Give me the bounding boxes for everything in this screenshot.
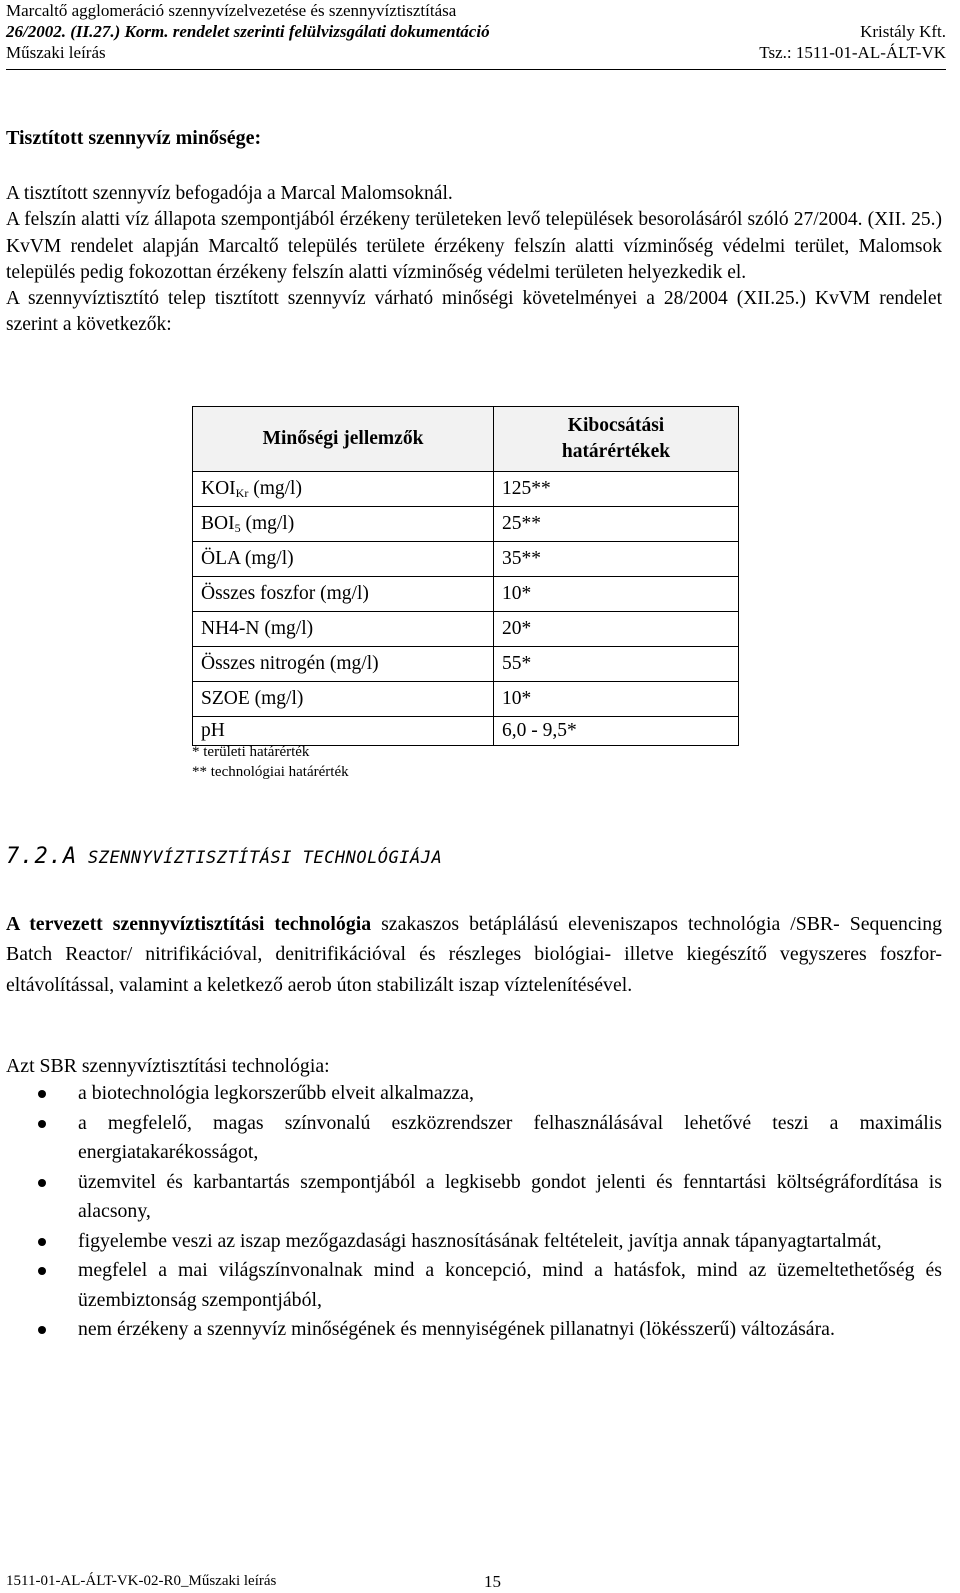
note-technology-limit: ** technológiai határérték	[192, 764, 349, 780]
table-cell-param: pH	[193, 717, 494, 746]
section-heading-text: SZENNYVÍZTISZTÍTÁSI TECHNOLÓGIÁJA	[77, 848, 443, 868]
table-row	[193, 577, 739, 612]
table-cell-param: $KOI_{Kr}$ (mg/l)	[193, 472, 494, 507]
section-number: 7.2.	[6, 844, 63, 869]
intro-line: A tisztított szennyvíz befogadója a Marcal Malomsoknál.	[6, 183, 453, 204]
sbr-intro: Azt SBR szennyvíztisztítási technológia:	[6, 1055, 330, 1077]
header-project-title: Marcaltő agglomeráció szennyvízelvezetése és szennyvíztisztítása	[6, 1, 457, 20]
header-doc-type: Műszaki leírás	[6, 43, 106, 62]
bullet-icon	[38, 1120, 46, 1128]
table-cell-param: NH4-N (mg/l)	[193, 612, 494, 647]
technology-paragraph	[6, 909, 942, 1000]
bullet-icon	[38, 1090, 46, 1098]
table-cell-param: Összes foszfor (mg/l)	[193, 577, 494, 612]
table-row	[193, 682, 739, 717]
table-row	[193, 612, 739, 647]
technology-text: szakaszos betáplálású eleveniszapos technológia /SBR- Sequencing Batch Reactor/ nitrifikációval, denitrifikációval és részleges biológiai- illetve kiegészítő vegyszeres foszfor-eltávolítással, valamint a keletkező aerob úton stabilizált iszap víztelenítésével.	[6, 913, 942, 996]
table-cell-param: $BOI_5$ (mg/l)	[193, 507, 494, 542]
note-regional-limit: * területi határérték	[192, 744, 310, 760]
table-row	[193, 507, 739, 542]
list-item: a megfelelő, magas színvonalú eszközrendszer felhasználásával lehetővé teszi a maximális energiatakarékosságot,	[38, 1109, 942, 1168]
footer-doc-id: 1511-01-AL-ÁLT-VK-02-R0_Műszaki leírás	[6, 1573, 277, 1589]
section-7-2-heading	[6, 844, 442, 869]
table-cell-param: SZOE (mg/l)	[193, 682, 494, 717]
table-header-limit: Kibocsátási határértékek	[494, 407, 739, 472]
table-cell-value: 6,0 - 9,5*	[494, 717, 739, 746]
table-cell-value: 25**	[494, 507, 739, 542]
bullet-icon	[38, 1267, 46, 1275]
header-doc-number: Tsz.: 1511-01-AL-ÁLT-VK	[759, 43, 946, 62]
limits-table	[192, 406, 739, 746]
list-item: üzemvitel és karbantartás szempontjából a legkisebb gondot jelenti és fenntartási költségráfordítása is alacsony,	[38, 1168, 942, 1227]
table-cell-value: 55*	[494, 647, 739, 682]
list-item: megfelel a mai világszínvonalnak mind a koncepció, mind a hatásfok, mind az üzemeltethetőség és üzembiztonság szempontjából,	[38, 1256, 942, 1315]
table-cell-value: 20*	[494, 612, 739, 647]
section-title: Tisztított szennyvíz minősége:	[6, 127, 262, 149]
table-header-row	[193, 407, 739, 472]
table-cell-param: Összes nitrogén (mg/l)	[193, 647, 494, 682]
table-header-param: Minőségi jellemzők	[193, 407, 494, 472]
list-item: a biotechnológia legkorszerűbb elveit alkalmazza,	[38, 1079, 942, 1109]
table-cell-param: ÖLA (mg/l)	[193, 542, 494, 577]
table-cell-value: 35**	[494, 542, 739, 577]
page-number: 15	[484, 1572, 501, 1591]
table-cell-value: 10*	[494, 682, 739, 717]
page-header	[6, 0, 946, 63]
table-cell-value: 10*	[494, 577, 739, 612]
table-cell-value: 125**	[494, 472, 739, 507]
sbr-benefits-list	[38, 1079, 942, 1345]
section-heading-initial: A	[62, 844, 78, 869]
list-item: nem érzékeny a szennyvíz minőségének és mennyiségének pillanatnyi (lökésszerű) változására.	[38, 1315, 942, 1345]
intro-text: A felszín alatti víz állapota szempontjából érzékeny területeken levő települések besorolásáról szóló 27/2004. (XII. 25.) KvVM rendelet alapján Marcaltő település területe érzékeny felszín alatti vízminőség védelmi terület, Malomsok település pedig fokozottan érzékeny felszín alatti vízminőség védelmi területen helyezkedik el.	[6, 209, 942, 283]
technology-lead: A tervezett szennyvíztisztítási technológia	[6, 913, 372, 935]
table-row	[193, 472, 739, 507]
intro-text-2: A szennyvíztisztító telep tisztított szennyvíz várható minőségi követelményei a 28/2004 (XII.25.) KvVM rendelet szerint a következők:	[6, 288, 942, 336]
intro-paragraph	[6, 181, 942, 339]
bullet-icon	[38, 1238, 46, 1246]
table-notes	[192, 742, 349, 782]
header-company: Kristály Kft.	[860, 22, 946, 41]
bullet-icon	[38, 1326, 46, 1334]
header-rule	[6, 69, 946, 70]
list-item: figyelembe veszi az iszap mezőgazdasági hasznosításának feltételeit, javítja annak tápanyagtartalmát,	[38, 1227, 942, 1257]
bullet-icon	[38, 1179, 46, 1187]
table-row	[193, 542, 739, 577]
header-regulation: 26/2002. (II.27.) Korm. rendelet szerinti felülvizsgálati dokumentáció	[6, 22, 490, 41]
table-row	[193, 647, 739, 682]
